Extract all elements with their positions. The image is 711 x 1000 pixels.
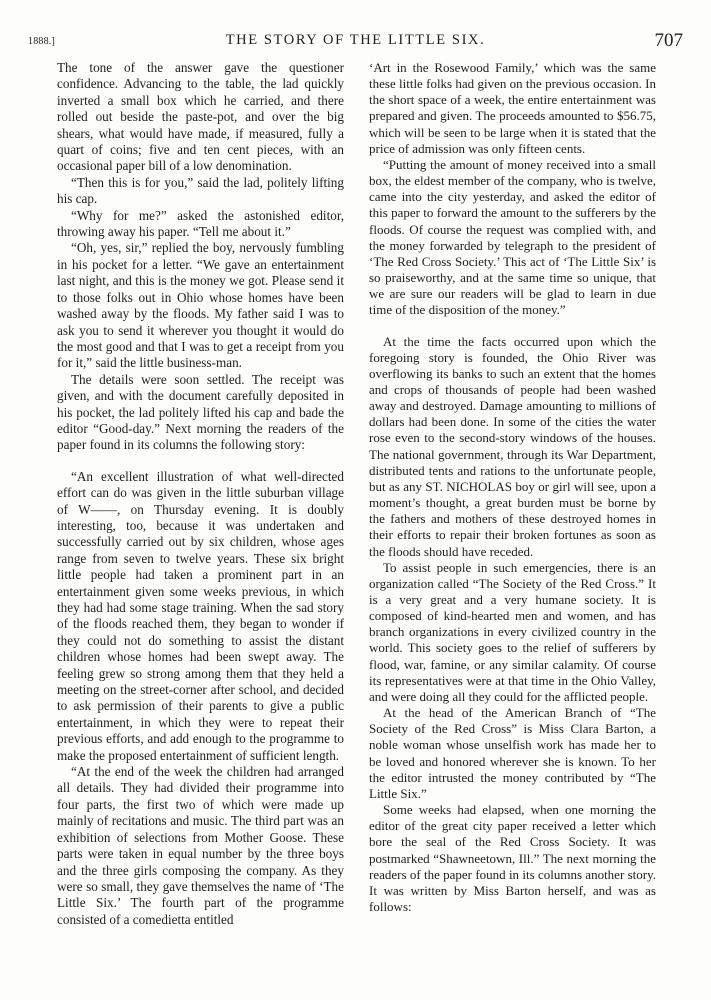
left-column	[57, 60, 344, 928]
page-number: 707	[654, 30, 683, 51]
paragraph: To assist people in such emergencies, there is an organization called “The Society of the Red Cross.” It is a very great and a very humane society. It is composed of kind-hearted men and women, and has branch organizations in every civilized country in the world. This society goes to the relief of sufferers by flood, war, famine, or any similar calamity. Of course its representatives were at that time in the Ohio Valley, and were doing all they could for the afflicted people.	[369, 559, 656, 704]
right-column	[369, 60, 656, 915]
paragraph: “Oh, yes, sir,” replied the boy, nervously fumbling in his pocket for a letter. “We gave an entertainment last night, and this is the money we got. Please send it to those folks out in Ohio whose homes have been washed away by the floods. My father said I was to ask you to send it wherever you thought it would do the most good and that I was to get a receipt from you for it,” said the little business-man.	[57, 240, 344, 371]
running-title: THE STORY OF THE LITTLE SIX.	[225, 32, 486, 48]
paragraph: At the head of the American Branch of “The Society of the Red Cross” is Miss Clara Barton, a noble woman whose unselfish work has made her to be loved and honored wherever she is known. To her the editor intrusted the money contributed by “The Little Six.”	[369, 705, 656, 801]
running-header	[28, 30, 683, 52]
paragraph: “Why for me?” asked the astonished editor, throwing away his paper. “Tell me about it.”	[57, 207, 344, 240]
quoted-paragraph: ‘Art in the Rosewood Family,’ which was the same these little folks had given on the previous occasion. In the short space of a week, the entire entertainment was prepared and given. The proceeds amounted to $56.75, which will be seen to be large when it is stated that the price of admission was only fifteen cents.	[369, 60, 656, 156]
paragraph: The tone of the answer gave the questioner confidence. Advancing to the table, the lad quickly inverted a small box which he carried, and there rolled out beside the paste-pot, and over the big shears, what would have made, if measured, fully a quart of coins; five and ten cent pieces, with an occasional paper bill of a low denomination.	[57, 60, 344, 174]
quoted-paragraph: “At the end of the week the children had arranged all details. They had divided their programme into four parts, the first two of which were made up mainly of recitations and music. The third part was an exhibition of selections from Mother Goose. These parts were taken in equal number by the three boys and the three girls composing the company. As they were so small, they gave themselves the name of ‘The Little Six.’ The fourth part of the programme consisted of a comedietta entitled	[57, 764, 344, 927]
quoted-paragraph: “An excellent illustration of what well-directed effort can do was given in the little suburban village of W——, on Thursday evening. It is doubly interesting, too, because it was undertaken and successfully carried out by six children, whose ages range from seven to twelve years. These six bright little people had taken a prominent part in an entertainment given some weeks previous, in which they had had some stage training. When the sad story of the floods reached them, they began to wonder if they could not do something to assist the distant children whose homes had been swept away. The feeling grew so strong among them that they held a meeting on the street-corner after school, and decided to ask permission of their parents to give a public entertainment, in which they were to repeat their previous efforts, and add enough to the programme to make the proposed entertainment of sufficient length.	[57, 468, 344, 763]
issue-year: 1888.]	[28, 36, 56, 47]
quoted-paragraph: “Putting the amount of money received into a small box, the eldest member of the company, who is twelve, came into the city yesterday, and asked the editor of this paper to forward the amount to the sufferers by the floods. Of course the request was complied with, and the money forwarded by telegraph to the president of ‘The Red Cross Society.’ This act of ‘The Little Six’ is so praiseworthy, and at the same time so unique, that we are sure our readers will be glad to learn in due time of the disposition of the money.”	[369, 156, 656, 318]
paragraph: “Then this is for you,” said the lad, politely lifting his cap.	[57, 174, 344, 207]
paragraph: The details were soon settled. The receipt was given, and with the document carefully deposited in his pocket, the lad politely lifted his cap and bade the editor “Good-day.” Next morning the readers of the paper found in its columns the following story:	[57, 371, 344, 453]
paragraph: At the time the facts occurred upon which the foregoing story is founded, the Ohio River was overflowing its banks to such an extent that the homes and crops of thousands of people had been washed away and destroyed. Damage amounting to millions of dollars had been done. In some of the cities the water rose even to the second-story windows of the houses. The national government, through its War Department, distributed tents and rations to the unfortunate people, but as any ST. NICHOLAS boy or girl will see, upon a moment’s thought, a great burden must be borne by the fathers and mothers of these destroyed homes in their efforts to repair their broken fortunes as soon as the floods should have receded.	[369, 333, 656, 559]
paragraph: Some weeks had elapsed, when one morning the editor of the great city paper received a letter which bore the seal of the Red Cross Society. It was postmarked “Shawneetown, Ill.” The next morning the readers of the paper found in its columns another story. It was written by Miss Barton herself, and was as follows:	[369, 802, 656, 914]
